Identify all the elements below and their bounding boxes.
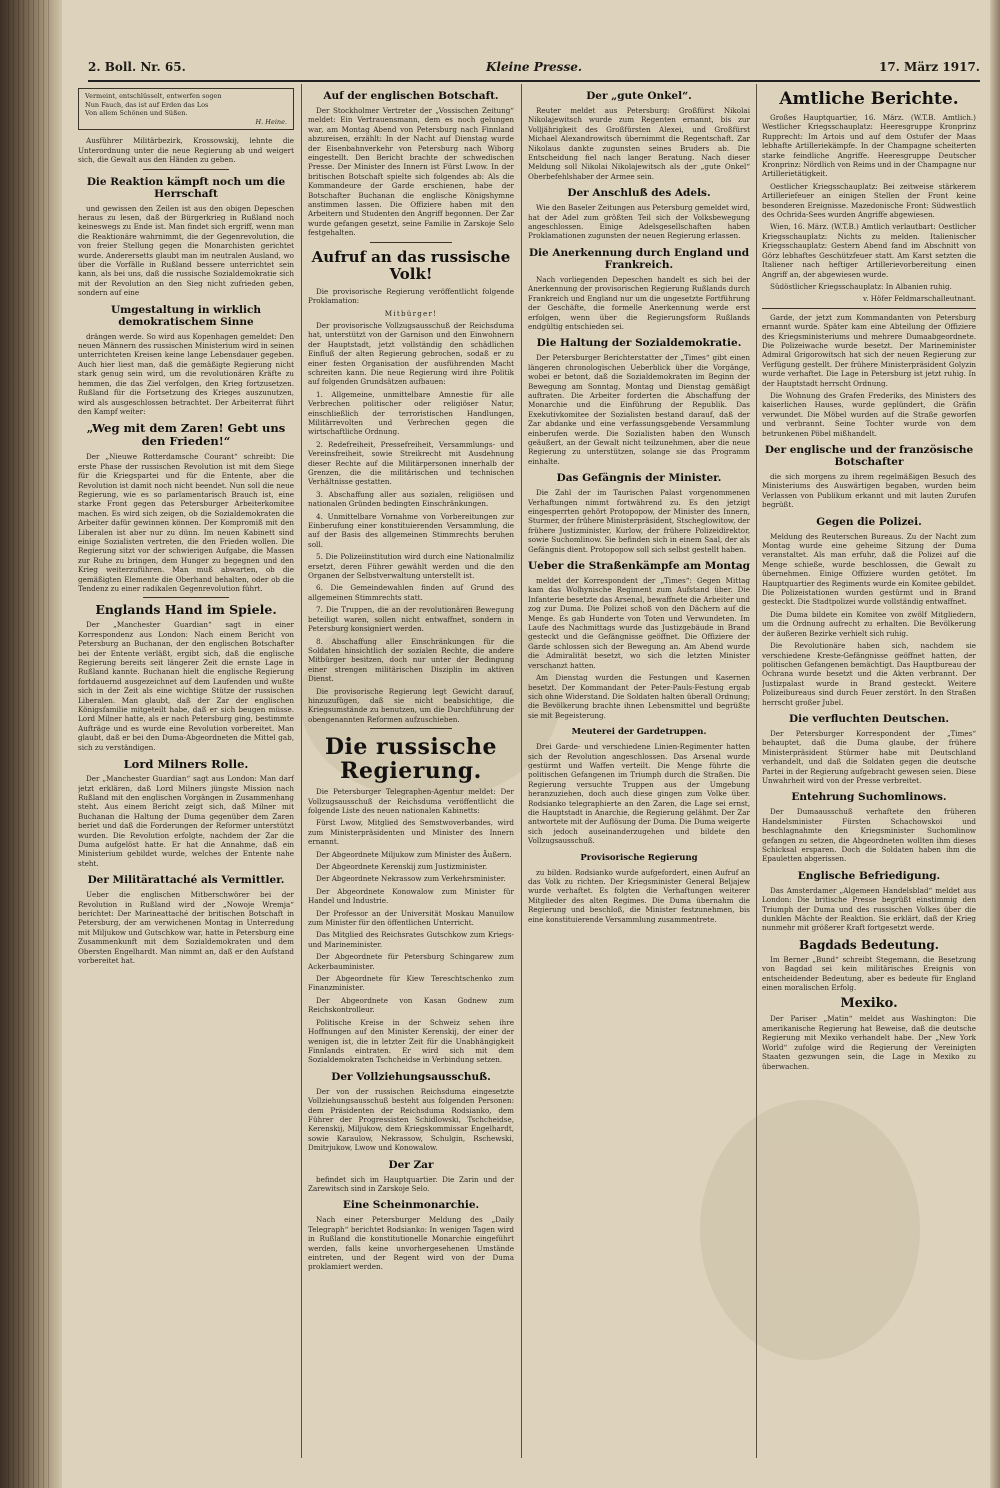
headline: Der Zar [388,1158,434,1171]
article-text: Politische Kreise in der Schweiz sehen ihre Hoffnungen auf den Minister Kerenskij, der einer der wenigen ist, die in letzter Zeit für die Unabhängigkeit Finnlands eintraten. Er wird sich mit dem Sozialdemokraten Tschcheidse in Verbindung setzen. [308,1017,514,1065]
list-item: Der Abgeordnete für Kiew Tereschtschenko zum Finanzminister. [308,974,514,993]
list-item: 8. Abschaffung aller Einschränkungen für die Soldaten hinsichtlich der sozialen Rechte, die andere Mitbürger besitzen, doch nur unter der Bedingung einer strengen militärischen Disziplin im aktiven Dienst. [308,636,514,684]
article-text: Die Petersburger Telegraphen-Agentur meldet: Der Vollzugsausschuß der Reichsduma veröffentlicht die folgende Liste des neuen nationalen Kabinetts: [308,787,514,815]
headline: Ueber die Straßenkämpfe am Montag [528,560,750,573]
book-binding [0,0,62,1488]
headline: Gegen die Polizei. [816,515,922,528]
article-text: Der „Nieuwe Rotterdamsche Courant“ schreibt: Die erste Phase der russischen Revolution ist mit dem Siege für die Kriegspartei und für die Entente, aber die Revolution ist damit noch nicht beendet. Nun soll die neue Regierung, wie es so parlamentarisch Brauch ist, eine starke Front gegen das Petersburger Arbeiterkomitee machen. Es wird sich zeigen, ob die Sozialdemokraten die Arbeiter dafür gewinnen können. Der Kompromiß mit den Liberalen ist aber nur zu dünn. Im neuen Kabinett sind einige Sozialisten vertreten, die den Frieden wollen. Die Regierung sitzt vor der schwierigen Aufgabe, die Massen zur Ruhe zu bringen, dem Hunger zu begegnen und den Krieg weiterzuführen. Man muß abwarten, ob die gemäßigten Elemente die Oberhand behalten, oder ob die Tendenz zu einer radikalen Gegenrevolution führt. [78,452,294,593]
article-text: Wien, 16. März. (W.T.B.) Amtlich verlautbart: Oestlicher Kriegsschauplatz: Nichts zu melden. Italienischer Kriegsschauplatz: Gestern Abend fand im Abschnitt von Görz lebhaftes Geschützfeuer statt. Am Karst setzten die Italiener nach heftiger Artillerievorbereitung einen Angriff an, der abgewiesen wurde. [762,222,976,279]
article-text: Der „Manchester Guardian“ sagt in einer Korrespondenz aus London: Nach einem Bericht von Petersburg an Buchanan, der den englischen Botschafter bei der Entente verläßt, ergibt sich, daß die englische Regierung bereits seit längerer Zeit die ernste Lage in Rußland kannte. Buchanan hielt die englische Regierung fortdauernd ausgezeichnet auf dem Laufenden und wußte sich in der Zeit als eine wichtige Stütze der russischen Liberalen. Man glaubt, daß der Zar der englischen Königsfamilie mitgeteilt habe, daß er sich beugen müsse. Lord Milner hatte, als er nach Petersburg ging, bestimmte Aufträge und es wurde eine Revolution vorbereitet. Man glaubt, daß er bei den Duma-Abgeordneten die Mittel gab, sich zu verständigen. [78,620,294,752]
article-text: Der Petersburger Berichterstatter der „Times“ gibt einen längeren chronologischen Ueberblick über die Vorgänge, wobei er betont, daß die Sozialdemokraten im Beginn der Bewegung am Sonntag, Montag und Dienstag gemäßigt auftraten. Die Arbeiter forderten die Abschaffung der Monarchie und die Einführung der Republik. Das Exekutivkomitee der Sozialisten bestand darauf, daß der Zar abdanke und eine verfassungsgebende Versammlung einberufen werde. Die Sozialisten haben den Wunsch geäußert, an der Gewalt nicht teilzunehmen, aber die neue Regierung zu unterstützen, solange sie das Programm einhalte. [528,353,750,466]
headline: Aufruf an das russische Volk! [311,247,511,283]
list-item: Der Abgeordnete Nekrassow zum Verkehrsminister. [316,874,506,884]
list-item: 3. Abschaffung aller aus sozialen, religiösen und nationalen Gründen bedingten Einschränkungen. [308,489,514,509]
headline: Mexiko. [840,996,898,1012]
article-text: Der „Manchester Guardian“ sagt aus London: Man darf jetzt erklären, daß Lord Milners jüngste Mission nach Rußland mit den englischen Vorgängen in Zusammenhang steht. Aus einem Bericht zeigt sich, daß Milner mit Buchanan die Haltung der Duma gegenüber dem Zaren beriet und daß die Forderungen der Reformer unterstützt wurden. Die Revolution erfolgte, nachdem der Zar die Duma aufgelöst hatte. Er hat die Annahme, daß ein Ministerium gebildet wurde, welches der Entente nahe steht. [78,774,294,868]
article-text: Die Zahl der im Taurischen Palast vorgenommenen Verhaftungen nimmt fortwährend zu. Es den jetzigt eingesperrten gehört Protopopow, der Minister des Innern, Sturmer, der frühere Ministerpräsident, Stscheglowitow, der frühere Justizminister, Kurlow, der frühere Polizeidirektor, sowie Suchomlinow. Sie befinden sich in einem Saal, der als Gefängnis dient. Protopopow soll sich selbst gestellt haben. [528,488,750,554]
article-text: Meldung des Reuterschen Bureaus. Zu der Nacht zum Montag wurde eine geheime Sitzung der Duma veranstaltet. Als man erfuhr, daß die Polizei auf die Menge schieße, wurde beschlossen, die Gewalt zu übernehmen. Einige Offiziere wurden getötet. Im Hauptquartier des Regiments wurde ein Komitee gebildet. Die Polizeistationen wurden gestürmt und in Brand gesteckt. Die Stadtpolizei wurde vollständig entwaffnet. [762,531,976,607]
issue-number: 2. Boll. Nr. 65. [88,60,186,74]
list-item: 7. Die Truppen, die an der revolutionären Bewegung beteiligt waren, sollen nicht entwaffnet, sondern in Petersburg konsigniert werden. [308,605,514,634]
list-item: Der Abgeordnete von Kasan Godnew zum Reichskontrolleur. [308,995,514,1015]
article-text: Ausführer Militärbezirk, Krossowskij, lehnte die Unterordnung unter die neue Regierung ab und weigert sich, die Gewalt aus den Händen zu geben. [78,136,294,165]
headline: „Weg mit dem Zaren! Gebt uns den Frieden!“ [86,421,286,449]
article-text: drängen werde. So wird aus Kopenhagen gemeldet: Den neuen Männern des russischen Ministerium wird in seinen unterrichteten Kreisen keine lange Lebensdauer gegeben. Auch hier liest man, daß die gemäßigte Regierung nicht stark genug sein wird, um die revolutionären Kräfte zu hemmen, die das Ziel verfolgen, den Krieg fortzusetzen. Rußland für die Fortsetzung des Krieges auszunutzen, wird als ausgeschlossen betrachtet. Der Arbeiterrat führt den Kampf weiter: [78,331,294,416]
headline: Umgestaltung in wirklich demokratischem Sinne [110,303,262,328]
article-text: Die Duma bildete ein Komitee von zwölf Mitgliedern, um die Ordnung aufrecht zu erhalten. Die Bevölkerung der äußeren Bezirke verhielt sich ruhig. [762,609,976,638]
article-text: Die Wohnung des Grafen Frederiks, des Ministers des kaiserlichen Hauses, wurde geplündert, die Gräfin verwundet. Die Möbel wurden auf die Straße geworfen und verbrannt. Seine Tochter wurde von dem betrunkenen Pöbel mißhandelt. [762,390,976,438]
column-rule [301,84,302,1458]
headline: Der Anschluß des Adels. [567,187,711,200]
article-text: meldet der Korrespondent der „Times“: Gegen Mittag kam das Wolhynische Regiment zum Aufstand über. Die Infanterie besetzte das Arsenal, bewaffnete die Arbeiter und zog zur Duma. Die Polizei schoß von den Dächern auf die Menge. Es gab Hunderte von Toten und Verwundeten. Im Laufe des Nachmittags wurde das Justizgebäude in Brand gesteckt und die Gefängnisse geöffnet. Die Offiziere der Garde schlossen sich der Bewegung an. Am Abend wurde die Admiralität besetzt, wo sich die letzten Minister verschanzt hatten. [528,576,750,670]
list-item: Der Professor an der Universität Moskau Manuilow zum Minister für den öffentlichen Unterricht. [308,908,514,928]
article-text: Nach einer Petersburger Meldung des „Daily Telegraph“ berichtet Rodsianko: In wenigen Tagen wird in Rußland die konstitutionelle Monarchie eingeführt werden, falls keine unvorhergesehenen Umstände eintreten, und der Regent wird von der Duma proklamiert werden. [308,1215,514,1272]
column-4 [762,84,976,1468]
headline: Amtliche Berichte. [779,89,959,109]
article-text: Der Petersburger Korrespondent der „Times“ behauptet, daß die Duma glaube, der frühere Ministerpräsident Stürmer habe mit Deutschland verhandelt, und daß die Soldaten gegen die deutsche Partei in der Regierung aufgebracht gewesen seien. Diese Unwahrheit wird von der Presse verbreitet. [762,728,976,785]
list-item: 4. Unmittelbare Vornahme von Vorbereitungen zur Einberufung einer konstituierenden Versammlung, die auf der Basis des allgemeinen Stimmrechts beruhen soll. [308,511,514,549]
headline: Englands Hand im Spiele. [95,602,277,618]
column-rule [756,84,757,1458]
headline: Lord Milners Rolle. [123,757,249,772]
issue-date: 17. März 1917. [878,60,980,74]
headline: Die Haltung der Sozialdemokratie. [536,337,742,350]
headline: Die russische Regierung. [324,734,498,785]
headline: Die Anerkennung durch England und Frankreich. [528,246,750,271]
article-text: Der provisorische Vollzugsausschuß der Reichsduma hat, unterstützt von der Garnison und den Einwohnern der Hauptstadt, jetzt vollständig den schädlichen Einfluß der alten Regierung gebrochen, sodaß er zu einer festen Organisation der ausführenden Macht schreiten kann. Die neue Regierung wird ihre Politik auf folgenden Grundsätzen aufbauen: [308,320,514,387]
headline: Der englische und der französische Botschafter [764,444,974,468]
headline: Das Gefängnis der Minister. [556,472,722,485]
list-item: Der Abgeordnete Miljukow zum Minister des Äußern. [316,849,512,859]
article-text: Der Dumaausschuß verhaftete den früheren Handelsminister Fürsten Schachowskoi und beschlagnahmte den Kriegsminister Suchomlinow gefangen zu setzen, die Abgeordneten wollten ihm dieses Schicksal ersparen. Doch die Soldaten haben ihm die Epauletten abgerissen. [762,807,976,864]
list-item: 2. Redefreiheit, Pressefreiheit, Versammlungs- und Vereinsfreiheit, sowie Streikrecht mit Ausdehnung dieser Rechte auf die Militärpersonen innerhalb der Grenzen, die die militärischen und technischen Verhältnisse gestatten. [308,439,514,487]
headline: Die verfluchten Deutschen. [788,712,950,725]
list-item: Der Abgeordnete Kerenskij zum Justizminister. [316,862,488,871]
subheadline: Meuterei der Gardetruppen. [571,727,707,738]
article-text: Die Revolutionäre haben sich, nachdem sie verschiedene Kreste-Gefängnisse geöffnet hatten, der politischen Gefangenen bemächtigt. Das Hauptbureau der Ochrana wurde besetzt und die Akten verbrannt. Der Justizpalast wurde in Brand gesteckt. Weitere Polizeibureaus sind durch Feuer zerstört. In den Straßen herrscht großer Jubel. [762,641,976,707]
article-text: Die provisorische Regierung veröffentlicht folgende Proklamation: [308,286,514,306]
article-text: Garde, der jetzt zum Kommandanten von Petersburg ernannt wurde. Später kam eine Abteilung der Offiziere des Kriegsministeriums und mehrere Dumaabgeordnete. Die Polizeiwache wurde besetzt. Der Marineminister Admiral Grigorowitsch hat sich der neuen Regierung zur Verfügung gestellt. Der frühere Ministerpräsident Golyzin wurde verhaftet. Die Lage in Petersburg ist jetzt ruhig. In der Hauptstadt herrscht Ordnung. [762,312,976,388]
article-text: Der Pariser „Matin“ meldet aus Washington: Die amerikanische Regierung hat Beweise, daß die deutsche Regierung mit Mexiko verhandelt habe. Der „New York World“ zufolge wird die Regierung der Vereinigten Staaten gezwungen sein, die Lage in Mexiko zu überwachen. [762,1014,976,1071]
column-3 [528,84,750,1468]
article-text: Der von der russischen Reichsduma eingesetzte Vollziehungsausschuß besteht aus folgenden Personen: dem Präsidenten der Reichsduma Rodsianko, dem Führer der Progressisten Schidlowski, Tschcheidse, Kerenskij, Miljukow, dem Kriegskommissar Engelhardt, sowie Karaulow, Nekrassow, Schulgin, Rschewski, Dmitrjukow, Lwow und Konowalow. [308,1086,514,1153]
article-text: die sich morgens zu ihrem regelmäßigen Besuch des Ministeriums des Auswärtigen begaben, wurden beim Verlassen von Publikum erkannt und mit lauten Zurufen begrüßt. [762,472,976,510]
list-item: Fürst Lwow, Mitglied des Semstwoverbandes, wird zum Ministerpräsidenten und Minister des Innern ernannt. [308,818,514,847]
column-1 [78,84,294,1468]
headline: Die Reaktion kämpft noch um die Herrschaft [86,175,286,200]
headline: Englische Befriedigung. [797,869,941,882]
salutation: Mitbürger! [384,308,438,318]
list-item: Der Abgeordnete Konowalow zum Minister für Handel und Industrie. [308,886,514,906]
signature: v. Höfer Feldmarschalleutnant. [862,294,976,304]
headline: Auf der englischen Botschaft. [323,90,499,102]
article-text: Nach vorliegenden Depeschen handelt es sich bei der Anerkennung der provisorischen Regierung Rußlands durch Frankreich und England nur um die ungesetzte Fortführung der Geschäfte, die formelle Anerkennung werde erst erfolgen, wenn über die Regierungsform Rußlands endgültig entschieden sei. [528,274,750,331]
article-text: Im Berner „Bund“ schreibt Stegemann, die Besetzung von Bagdad sei kein militärisches Ereignis von entscheidender Bedeutung, aber es bedeute für England einen moralischen Erfolg. [762,954,976,993]
article-text: befindet sich im Hauptquartier. Die Zarin und der Zarewitsch sind in Zarskoje Selo. [308,1174,514,1193]
article-text: Reuter meldet aus Petersburg: Großfürst Nikolai Nikolajewitsch wurde zum Regenten ernannt, bis zur Volljährigkeit des Großfürsten Alexei, und Großfürst Michael Alexandrowitsch übernimmt die Regentschaft. Zar Nikolaus dankte zugunsten seines Bruders ab. Die Entscheidung fiel nach langer Beratung. Nach dieser Meldung soll Nikolai Nikolajewitsch als der „gute Onkel“ Oberbefehlshaber der Armee sein. [528,106,750,181]
headline: Der „gute Onkel“. [586,90,692,102]
article-text: Ueber die englischen Mitberschwörer bei der Revolution in Rußland wird der „Nowoje Wremja“ berichtet: Der Marineattaché der britischen Botschaft in Petersburg, der am verwichenen Montag in Unterredung mit Miljukow und Gutschkow war, hatte in Petersburg eine Zusammenkunft mit dem Sozialdemokraten und dem Obersten Engelhardt. Man nimmt an, daß er den Aufstand vorbereitet hat. [78,890,294,965]
poem-box: Vermeint, entschlüsselt, entwerfen sogen Nun Fauch, das ist auf Erden das Los Von allem Schönen und Süßen. H. Heine. [78,88,294,130]
article-text: und gewissen den Zeilen ist aus den obigen Depeschen heraus zu lesen, daß der Bürgerkrieg in Rußland noch keineswegs zu Ende ist. Man findet sich ergriff, wenn man die Reaktionäre wahrnimmt, die der Gegenrevolution, die von freier Stellung gegen die Monarchisten gerichtet wurde. Anderersetts glaubt man im neutralen Ausland, wo über die Vorfälle in Rußland bessere unterrichtet sein kann, als bei uns, daß die russische Sozialdemokratie sich mit der Revolution an den Sieg nicht zufrieden geben, sondern auf eine [78,203,294,298]
article-text: Das Amsterdamer „Algemeen Handelsblad“ meldet aus London: Die britische Presse begrüßt einstimmig den Triumph der Duma und des russischen Volkes über die dunklen Mächte der Reaktion. Sie erklärt, daß der Krieg nunmehr mit größerer Kraft fortgesetzt werde. [762,885,976,933]
newspaper-title: Kleine Presse. [485,60,583,74]
list-item: Der Abgeordnete für Petersburg Schingarew zum Ackerbauminister. [308,952,514,971]
list-item: Das Mitglied des Reichsrates Gutschkow zum Kriegs- und Marineminister. [308,930,514,949]
article-text: Südöstlicher Kriegsschauplatz: In Albanien ruhig. [770,281,952,291]
headline: Der Militärattaché als Vermittler. [87,874,285,887]
headline: Eine Scheinmonarchie. [342,1199,480,1212]
headline: Der Vollziehungsausschuß. [331,1070,491,1083]
masthead [88,58,980,82]
headline: Bagdads Bedeutung. [799,937,939,952]
headline: Entehrung Suchomlinows. [791,791,947,804]
article-text: Die provisorische Regierung legt Gewicht darauf, hinzuzufügen, daß sie nicht beabsichtige, die Kriegsumstände zu benutzen, um die Durchführung der obengenannten Reformen aufzuschieben. [308,686,514,724]
article-text: Am Dienstag wurden die Festungen und Kasernen besetzt. Der Kommandant der Peter-Pauls-Festung ergab sich ohne Widerstand. Die Soldaten halten überall Ordnung; die Bevölkerung brachte ihnen Lebensmittel und begrüßte sie mit Begeisterung. [528,673,750,720]
subheadline: Provisorische Regierung [580,852,698,863]
list-item: 6. Die Gemeindewahlen finden auf Grund des allgemeinen Stimmrechts statt. [308,583,514,602]
article-text: Der Stockholmer Vertreter der „Vossischen Zeitung“ meldet: Ein Vertrauensmann, dem es noch gelungen war, am Montag Abend von Petersburg nach Finnland abzureisen, erzählt: In der Nacht auf Dienstag wurde der Eisenbahnverkehr von Petersburg nach Wiborg eingestellt. Den Bericht brachte der schwedischen Presse. Der Minister des Innern ist Fürst Lwow. In der britischen Botschaft spielte sich folgendes ab: Als die Kommandeure der Garde erschienen, habe der Botschafter Buchanan die englische Königshymne anstimmen lassen. Die Offiziere haben mit den Arbeitern und Studenten den Angriff begonnen. Der Zar wurde gefangen gesetzt, seine Familie in Zarskoje Selo festgehalten. [308,106,514,238]
article-text: Wie den Baseler Zeitungen aus Petersburg gemeldet wird, hat der Adel zum größten Teil sich der Volksbewegung angeschlossen. Einige Adelsgesellschaften haben Proklamationen zugunsten der neuen Regierung erlassen. [528,203,750,241]
page-edge [990,0,1000,1488]
article-text: Großes Hauptquartier, 16. März. (W.T.B. Amtlich.) Westlicher Kriegsschauplatz: Heeresgruppe Kronprinz Rupprecht: Im Artois und auf dem Ostufer der Maas lebhafte Artilleriekämpfe. In der Champagne scheiterten starke feindliche Angriffe. Heeresgruppe Deutscher Kronprinz: Nördlich von Reims und in der Champagne nur Artillerietätigkeit. [762,113,976,179]
list-item: 1. Allgemeine, unmittelbare Amnestie für alle Verbrechen politischer oder religiöser Natur, einschließlich der terroristischen Handlungen, Militärrevolten und Verbrechen gegen die wirtschaftliche Ordnung. [308,389,514,437]
article-text: Drei Garde- und verschiedene Linien-Regimenter hatten sich der Revolution angeschlossen. Das Arsenal wurde gestürmt und Waffen verteilt. Die Menge führte die politischen Gefangenen im Triumph durch die Straßen. Die Regierung versuchte Truppen aus der Umgebung heranzuziehen, doch auch diese gingen zum Volke über. Rodsianko telegraphierte an den Zaren, die Lage sei ernst, die Hauptstadt in Anarchie, die Regierung gelähmt. Der Zar antwortete mit der Auflösung der Duma. Die Duma weigerte sich jedoch auseinanderzugehen und bildete den Vollzugsausschuß. [528,742,750,846]
column-2 [308,84,514,1468]
column-rule [521,84,522,1458]
article-text: zu bilden. Rodsianko wurde aufgefordert, einen Aufruf an das Volk zu richten. Der Kriegsminister General Beljajew wurde verhaftet. Es folgten die Verhaftungen weiterer Mitglieder des alten Regimes. Die Duma übernahm die Regierung und beschloß, die Minister festzunehmen, bis eine konstituierende Versammlung zusammentrete. [528,867,750,924]
article-text: Oestlicher Kriegsschauplatz: Bei zeitweise stärkerem Artilleriefeuer an einigen Stellen der Front keine besonderen Ereignisse. Mazedonische Front: Südwestlich des Ochrida-Sees wurden Angriffe abgewiesen. [762,181,976,220]
list-item: 5. Die Polizeiinstitution wird durch eine Nationalmiliz ersetzt, deren Führer gewählt werden und die den Organen der Selbstverwaltung unterstellt ist. [308,552,514,581]
